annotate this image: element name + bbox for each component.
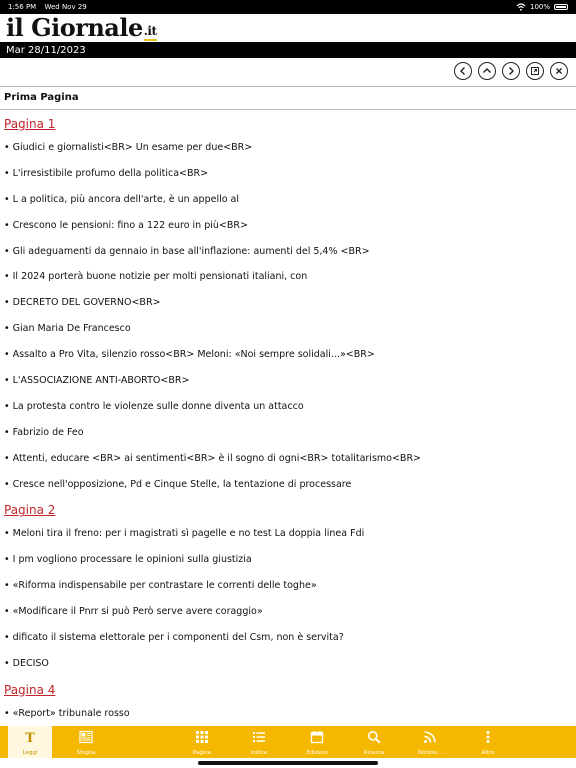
home-indicator[interactable] (198, 761, 378, 765)
list-icon (252, 729, 266, 748)
grid-icon (195, 729, 209, 748)
more-icon (481, 729, 495, 748)
bottom-tab-bar (0, 726, 576, 758)
article-link[interactable]: • La protesta contro le violenze sulle donne diventa un attacco (4, 397, 572, 423)
tab-ricerca[interactable] (352, 726, 396, 758)
article-link[interactable]: • Assalto a Pro Vita, silenzio rosso<BR> Meloni: «Noi sempre solidali...»<BR> (4, 345, 572, 371)
reader-nav-buttons (454, 62, 568, 80)
article-link[interactable]: • DECISO (4, 654, 572, 680)
newspaper-logo (6, 14, 157, 42)
status-time: 1:56 PM (8, 3, 37, 11)
article-link[interactable]: • L a politica, più ancora dell'arte, è un appello al (4, 190, 572, 216)
page-heading-link[interactable]: Pagina 2 (4, 503, 56, 518)
newspaper-icon (79, 729, 93, 748)
page-heading-link[interactable]: Pagina 4 (4, 682, 56, 697)
tab-indice[interactable] (237, 726, 281, 758)
rss-icon (423, 729, 437, 748)
expand-icon (530, 66, 540, 76)
article-link[interactable]: • dificato il sistema elettorale per i componenti del Csm, non è servita? (4, 628, 572, 654)
article-link[interactable]: • Attenti, educare <BR> ai sentimenti<BR> è il sogno di ogni<BR> totalitarismo<BR> (4, 449, 572, 475)
next-button[interactable] (502, 62, 520, 80)
article-link[interactable]: • Il 2024 porterà buone notizie per molti pensionati italiani, con (4, 267, 572, 293)
article-link[interactable]: • Fabrizio de Feo (4, 423, 572, 449)
article-link[interactable]: • «Report» tribunale rosso (4, 704, 572, 730)
chevron-right-icon (506, 66, 516, 76)
article-link[interactable]: • Gli adeguamenti da gennaio in base all'inflazione: aumenti del 5,4% <BR> (4, 242, 572, 268)
text-icon (23, 729, 37, 748)
article-link[interactable]: • «Modificare il Pnrr si può Però serve avere coraggio» (4, 602, 572, 628)
article-link[interactable]: • DECRETO DEL GOVERNO<BR> (4, 293, 572, 319)
article-link[interactable]: • Crescono le pensioni: fino a 122 euro in più<BR> (4, 216, 572, 242)
article-link[interactable]: • I pm vogliono processare le opinioni sulla giustizia (4, 550, 572, 576)
close-button[interactable] (550, 62, 568, 80)
article-link[interactable]: • «Riforma indispensabile per contrastare le correnti delle toghe» (4, 576, 572, 602)
battery-icon (554, 4, 568, 10)
search-icon (367, 729, 381, 748)
chevron-left-icon (458, 66, 468, 76)
previous-button[interactable] (454, 62, 472, 80)
tab-pagine[interactable] (180, 726, 224, 758)
logo-main: il Giornale (6, 13, 143, 42)
chevron-up-icon (482, 66, 492, 76)
tab-label: Indice (250, 749, 268, 756)
battery-percent: 100% (529, 3, 550, 11)
tab-leggi[interactable] (8, 726, 52, 758)
article-link[interactable]: • L'ASSOCIAZIONE ANTI-ABORTO<BR> (4, 371, 572, 397)
home-indicator-area (0, 758, 576, 768)
tab-notizie[interactable] (408, 726, 452, 758)
svg-text:T: T (25, 730, 35, 744)
article-link[interactable]: • Gian Maria De Francesco (4, 319, 572, 345)
divider (0, 86, 576, 87)
status-date: Wed Nov 29 (44, 3, 87, 11)
section-title: Prima Pagina (4, 92, 79, 103)
scroll-up-button[interactable] (478, 62, 496, 80)
tab-label: Altro (481, 749, 495, 756)
article-link[interactable]: • Meloni tira il freno: per i magistrati sì pagelle e no test La doppia linea Fdi (4, 524, 572, 550)
calendar-icon (310, 729, 324, 748)
page-heading-link[interactable]: Pagina 1 (4, 117, 56, 131)
edition-date: Mar 28/11/2023 (6, 44, 86, 56)
fullscreen-button[interactable] (526, 62, 544, 80)
tab-label: Sfoglia (76, 749, 96, 756)
article-link[interactable]: • Giudici e giornalisti<BR> Un esame per due<BR> (4, 138, 572, 164)
tab-label: Pagine (192, 749, 212, 756)
close-icon (554, 66, 564, 76)
tab-sfoglia[interactable] (64, 726, 108, 758)
tab-altro[interactable] (466, 726, 510, 758)
tab-label: Edizioni (306, 749, 328, 756)
edition-date-bar (0, 42, 576, 58)
tab-label: Notizie... (417, 749, 443, 756)
tab-label: Ricerca (363, 749, 385, 756)
status-bar (0, 0, 576, 14)
article-link[interactable]: • Cresce nell'opposizione, Pd e Cinque Stelle, la tentazione di processare (4, 475, 572, 501)
tab-edizioni[interactable] (295, 726, 339, 758)
article-index (4, 114, 572, 730)
divider (0, 109, 576, 110)
logo-tld: .it (143, 24, 157, 38)
tab-label: Leggi (22, 749, 38, 756)
article-link[interactable]: • L'irresistibile profumo della politica<BR> (4, 164, 572, 190)
wifi-icon (516, 3, 526, 11)
